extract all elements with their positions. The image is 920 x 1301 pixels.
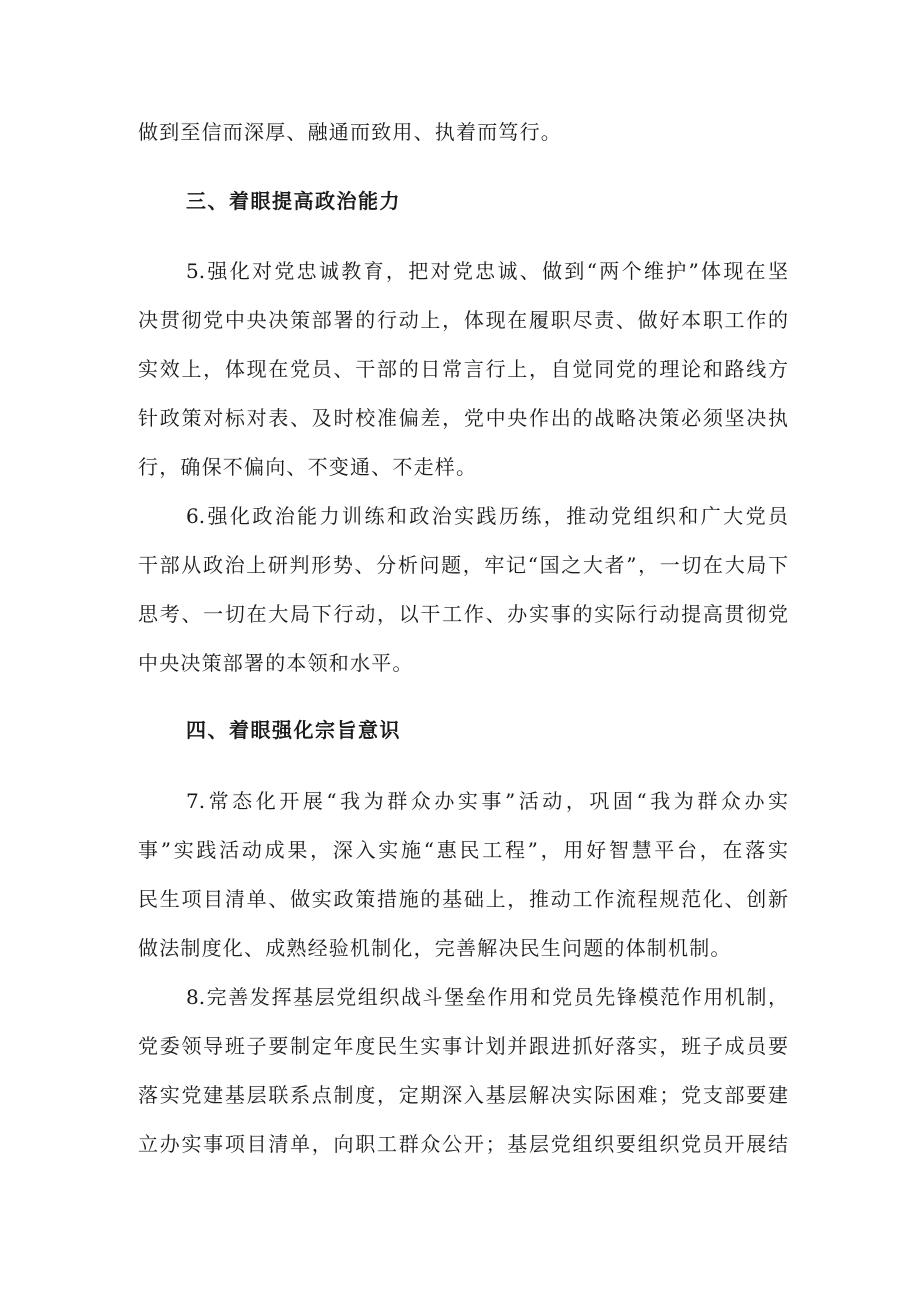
item-7-line-1: 7.常态化开展“我为群众办实事”活动，巩固“我为群众办实 [186,789,788,813]
item-5-line-4: 针政策对标对表、及时校准偏差，党中央作出的战略决策必须坚决执 [138,406,788,430]
section-3-heading: 三、着眼提高政治能力 [186,189,401,213]
item-6-line-4: 中央决策部署的本领和水平。 [138,651,414,675]
item-6-line-3: 思考、一切在大局下行动，以干工作、办实事的实际行动提高贯彻党 [138,602,788,626]
item-5-line-3: 实效上，体现在党员、干部的日常言行上，自觉同党的理论和路线方 [138,357,788,381]
item-8-line-4: 立办实事项目清单，向职工群众公开；基层党组织要组织党员开展结 [138,1132,788,1156]
item-7-line-2: 事”实践活动成果，深入实施“惠民工程”，用好智慧平台，在落实 [138,838,788,862]
item-8-line-2: 党委领导班子要制定年度民生实事计划并跟进抓好落实，班子成员要 [138,1034,788,1058]
item-7-line-4: 做法制度化、成熟经验机制化，完善解决民生问题的体制机制。 [138,936,732,960]
item-5-line-2: 决贯彻党中央决策部署的行动上，体现在履职尽责、做好本职工作的 [138,308,788,332]
intro-line: 做到至信而深厚、融通而致用、执着而笃行。 [138,120,562,144]
item-6-line-2: 干部从政治上研判形势、分析问题，牢记“国之大者”，一切在大局下 [138,553,788,577]
item-7-line-3: 民生项目清单、做实政策措施的基础上，推动工作流程规范化、创新 [138,887,788,911]
item-8-line-1: 8.完善发挥基层党组织战斗堡垒作用和党员先锋模范作用机制， [186,985,788,1009]
item-5-line-1: 5.强化对党忠诚教育，把对党忠诚、做到“两个维护”体现在坚 [186,259,788,283]
item-5-line-5: 行，确保不偏向、不变通、不走样。 [138,455,478,479]
item-8-line-3: 落实党建基层联系点制度，定期深入基层解决实际困难；党支部要建 [138,1083,788,1107]
item-6-line-1: 6.强化政治能力训练和政治实践历练，推动党组织和广大党员 [186,504,788,528]
section-4-heading: 四、着眼强化宗旨意识 [186,718,401,742]
